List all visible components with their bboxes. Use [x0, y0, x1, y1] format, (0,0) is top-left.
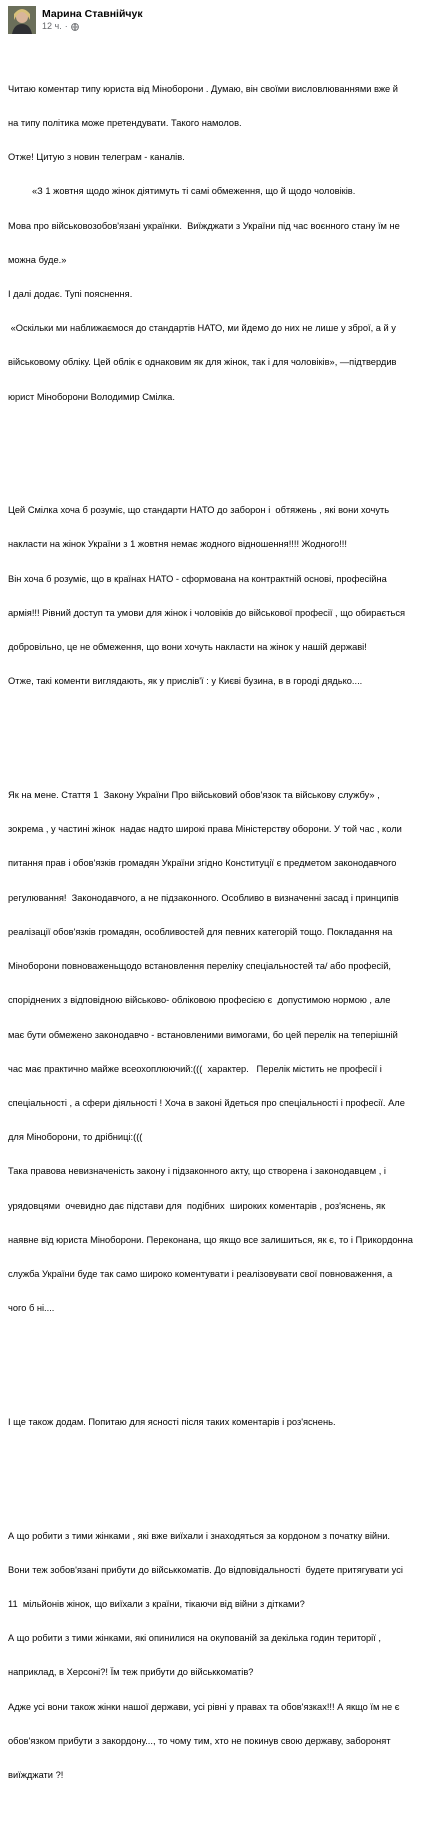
- paragraph-4: [8, 1394, 436, 1451]
- paragraph-5: [8, 1508, 436, 1805]
- text-line: Читаю коментар типу юриста від Міноборони . Думаю, він своїми висловлюваннями вже й: [8, 83, 398, 94]
- text-line: спеціальності , а сфери діяльності ! Хоча в законі йдеться про спеціальності і професії. Але: [8, 1097, 405, 1108]
- text-line: І далі додає. Тупі пояснення.: [8, 288, 133, 299]
- post-meta: [42, 20, 143, 32]
- text-line: наприклад, в Херсоні?! Їм теж прибути до військкоматів?: [8, 1667, 254, 1678]
- text-line: Така правова невизначеність закону і підзаконного акту, що створена і законодавцем , і: [8, 1166, 386, 1177]
- text-line: Цей Смілка хоча б розуміє, що стандарти НАТО до заборон і обтяжень , які вони хочуть: [8, 505, 390, 516]
- text-line: І ще також додам. Попитаю для ясності після таких коментарів і роз'яснень.: [8, 1416, 336, 1427]
- post-header: [8, 0, 436, 38]
- text-line: обов'язком прибути з закордону..., то чому тим, хто не покинув свою державу, заборонят: [8, 1735, 391, 1746]
- text-line: Міноборони повноваженьщодо встановлення переліку спеціальностей та/ або професій,: [8, 961, 391, 972]
- paragraph-2: [8, 482, 436, 710]
- text-line: для Міноборони, то дрібниці:(((: [8, 1132, 143, 1143]
- text-line: час має практично майже всеохоплюючий:((( характер. Перелік містить не професії і: [8, 1063, 382, 1074]
- text-line: Вони теж зобов'язані прибути до військкоматів. До відповідальності будете притягувати усі: [8, 1564, 403, 1575]
- text-line: Отже! Цитую з новин телеграм - каналів.: [8, 152, 185, 163]
- text-line: служба України буде так само широко коментувати і реалізовувати свої повноваження, а: [8, 1269, 393, 1280]
- text-line: має бути обмежено законодавчо - встановленими вимогами, бо цей перелік на теперішній: [8, 1029, 398, 1040]
- text-line: чого б ні....: [8, 1303, 55, 1314]
- text-line: Отже, такі коменти виглядають, як у прислів'ї : у Києві бузина, в в городі дядько....: [8, 676, 363, 687]
- text-line: споріднених з відповідною військово- обліковою професією є допустимою нормою , але: [8, 995, 391, 1006]
- text-line: урядовцями очевидно дає підстави для подібних широких коментарів , роз'яснень, як: [8, 1200, 386, 1211]
- text-line: 11 мільйонів жінок, що виїхали з країни, тікаючи від війни з дітками?: [8, 1599, 305, 1610]
- text-line: виїжджати ?!: [8, 1770, 64, 1781]
- paragraph-1: [8, 61, 436, 426]
- text-line: на типу політика може претендувати. Такого намолов.: [8, 117, 242, 128]
- text-line: регулювання! Законодавчого, а не підзаконного. Особливо в визначенні засад і принципів: [8, 892, 399, 903]
- author-name[interactable]: Марина Ставнійчук: [42, 8, 143, 20]
- post-body: [8, 38, 436, 1827]
- meta-separator: ·: [64, 21, 68, 31]
- text-line: наявне від юриста Міноборони. Переконана, що якщо все залишиться, як є, то і Прикордонна: [8, 1234, 413, 1245]
- text-line: А що робити з тими жінками, які опинилися на окупованій за декілька годин території ,: [8, 1633, 381, 1644]
- text-line: Адже усі вони також жінки нашої держави, усі рівні у правах та обов'язках!!! А якщо їм не є: [8, 1701, 400, 1712]
- text-line: зокрема , у частині жінок надає надто широкі права Міністерству оборони. У той час , коли: [8, 824, 402, 835]
- text-line: військовому обліку. Цей облік є однаковим як для жінок, так і для чоловіків», —підтвердив: [8, 357, 397, 368]
- text-line: питання прав і обов'язків громадян України згідно Конституції є предметом законодавчого: [8, 858, 397, 869]
- text-line: армія!!! Рівний доступ та умови для жінок і чоловіків до військової професії , що обирається: [8, 607, 406, 618]
- text-line: Він хоча б розуміє, що в країнах НАТО - сформована на контрактній основі, професійна: [8, 573, 387, 584]
- text-line: накласти на жінок України з 1 жовтня немає жодного відношення!!!! Жодного!!!: [8, 539, 347, 550]
- text-line: можна буде.»: [8, 254, 67, 265]
- text-line: добровільно, це не обмеження, що вони хочуть накласти на жінок у нашій державі!: [8, 642, 367, 653]
- text-line: реалізації обов'язків громадян, особливостей для певних категорій тощо. Покладання на: [8, 926, 393, 937]
- author-avatar[interactable]: [8, 6, 36, 34]
- paragraph-3: [8, 767, 436, 1337]
- globe-icon: [71, 22, 79, 30]
- text-line: Як на мене. Стаття 1 Закону України Про військовий обов'язок та військову службу» ,: [8, 790, 380, 800]
- text-line: юрист Міноборони Володимир Смілка.: [8, 391, 175, 402]
- text-line: А що робити з тими жінками , які вже виїхали і знаходяться за кордоном з початку війни.: [8, 1530, 390, 1541]
- post-time[interactable]: 12 ч.: [42, 21, 62, 31]
- text-line: «Оскільки ми наближаємося до стандартів НАТО, ми йдемо до них не лише у зброї, а й у: [8, 323, 396, 334]
- text-line: Мова про військовозобов'язані українки. Виїжджати з України під час воєнного стану їм не: [8, 220, 400, 231]
- text-line: «З 1 жовтня щодо жінок діятимуть ті самі обмеження, що й щодо чоловіків.: [32, 186, 356, 197]
